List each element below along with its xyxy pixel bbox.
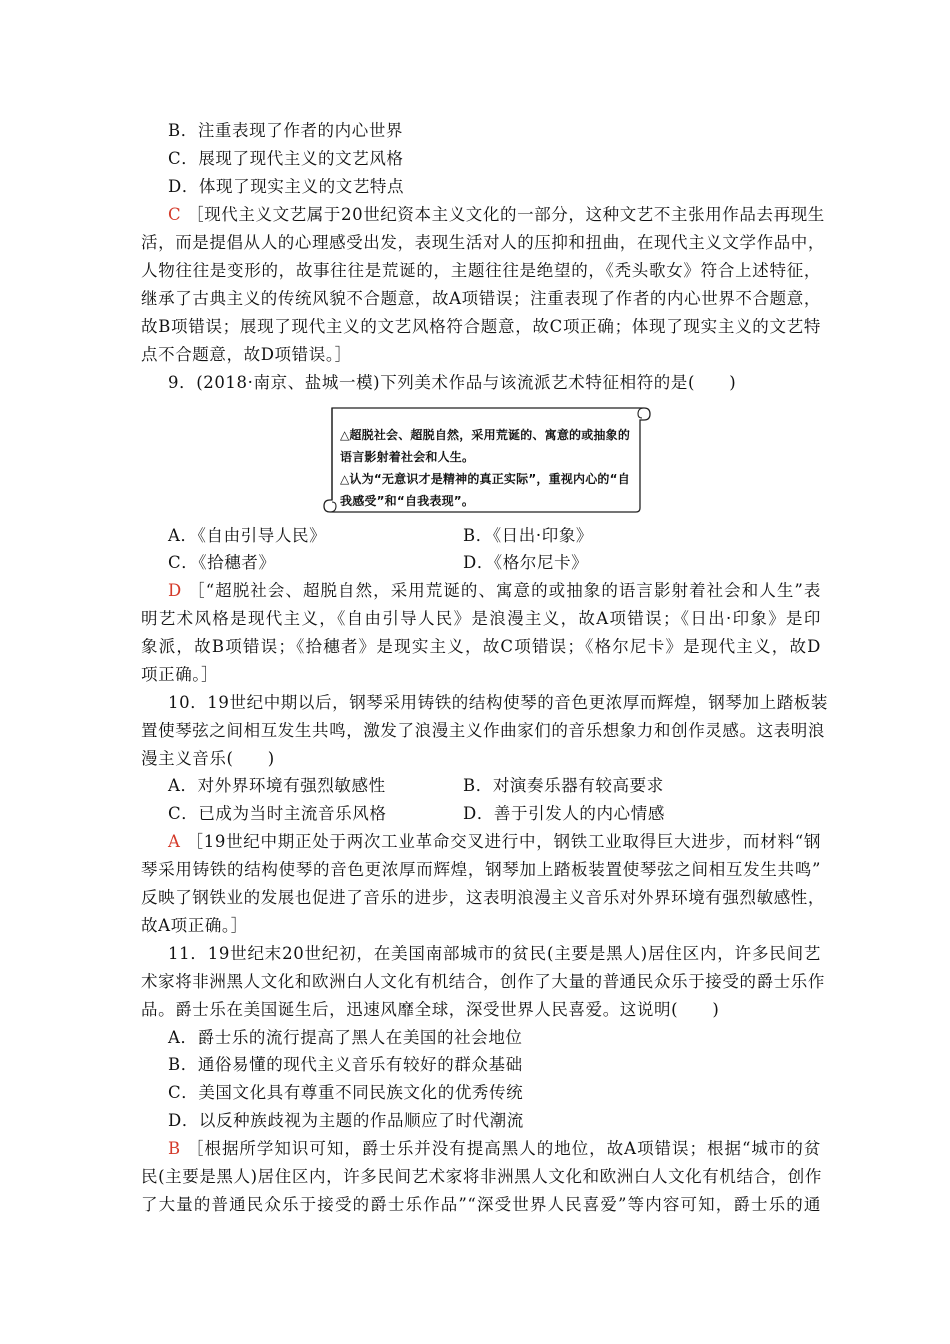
q11-explanation-line: [168, 1135, 821, 1162]
scroll-line: △认为“无意识才是精神的真正实际”，重视内心的“自: [340, 472, 630, 486]
q11-explanation-line: 了大量的普通民众乐于接受的爵士乐作品”“深受世界人民喜爱”等内容可知，爵士乐的通: [141, 1195, 821, 1214]
q11-explanation-line: 民(主要是黑人)居住区内，许多民间艺术家将非洲黑人文化和欧洲白人文化有机结合，创作: [141, 1167, 822, 1186]
q10-stem-line: 10．19世纪中期以后，钢琴采用铸铁的结构使琴的音色更浓厚而辉煌，钢琴加上踏板装: [168, 693, 828, 712]
q8-explanation-line: 人物往往是变形的，故事往往是荒诞的，主题往往是绝望的，《秃头歌女》符合上述特征，: [141, 261, 821, 280]
scroll-line: 语言影射着社会和人生。: [340, 450, 475, 464]
q8-explanation-line: 继承了古典主义的传统风貌不合题意，故A项错误；注重表现了作者的内心世界不合题意，: [141, 289, 821, 308]
q8-explanation-text: ［现代主义文艺属于20世纪资本主义文化的一部分，这种文艺不主张用作品去再现生: [187, 205, 825, 224]
q10-explanation-line: 琴采用铸铁的结构使琴的音色更浓厚而辉煌，钢琴加上踏板装置使琴弦之间相互发生共鸣”: [141, 860, 821, 879]
q11-answer-letter: B: [168, 1139, 181, 1158]
q10-explanation-text: ［19世纪中期正处于两次工业革命交叉进行中，钢铁工业取得巨大进步，而材料“钢: [186, 832, 821, 851]
q9-explanation-line: 象派，故B项错误；《拾穗者》是现实主义，故C项错误；《格尔尼卡》是现代主义，故D: [141, 637, 821, 656]
q8-answer-letter: C: [168, 205, 182, 224]
q10-explanation-line: 故A项正确。］: [141, 916, 248, 935]
q8-option-d: D．体现了现实主义的文艺特点: [168, 177, 405, 196]
q9-option-d: D．《格尔尼卡》: [463, 553, 589, 572]
q11-option-b: B．通俗易懂的现代主义音乐有较好的群众基础: [168, 1055, 523, 1074]
q8-option-b: B．注重表现了作者的内心世界: [168, 121, 404, 140]
q9-stem: 9．(2018·南京、盐城一模)下列美术作品与该流派艺术特征相符的是( ): [168, 373, 737, 392]
q8-explanation-line: 点不合题意，故D项错误。］: [141, 345, 352, 364]
q9-option-c: C．《拾穗者》: [168, 553, 276, 572]
q8-option-c: C．展现了现代主义的文艺风格: [168, 149, 404, 168]
q8-explanation-line: 故B项错误；展现了现代主义的文艺风格符合题意，故C项正确；体现了现实主义的文艺特: [141, 317, 821, 336]
q9-option-b: B．《日出·印象》: [463, 526, 594, 545]
q10-answer-letter: A: [168, 832, 181, 851]
q10-option-c: C．已成为当时主流音乐风格: [168, 804, 387, 823]
q10-option-d: D．善于引发人的内心情感: [463, 804, 665, 823]
q11-option-a: A．爵士乐的流行提高了黑人在美国的社会地位: [168, 1028, 523, 1047]
q10-stem-line: 漫主义音乐( ): [141, 749, 275, 768]
scroll-line: 我感受”和“自我表现”。: [340, 494, 475, 508]
q10-explanation-line: [168, 828, 821, 855]
q8-explanation-line: 活，而是提倡从人的心理感受出发，表现生活对人的压抑和扭曲，在现代主义文学作品中，: [141, 233, 825, 252]
q9-explanation-line: [168, 577, 821, 604]
q9-explanation-line: 项正确。］: [141, 665, 219, 684]
q9-options-row-1: [168, 522, 848, 549]
q9-explanation-line: 明艺术风格是现代主义，《自由引导人民》是浪漫主义，故A项错误；《日出·印象》是印: [141, 609, 821, 628]
q10-options-row-2: [168, 800, 848, 827]
q11-explanation-text: ［根据所学知识可知，爵士乐并没有提高黑人的地位，故A项错误；根据“城市的贫: [186, 1139, 821, 1158]
q11-option-d: D．以反种族歧视为主题的作品顺应了时代潮流: [168, 1111, 524, 1130]
q9-option-a: A．《自由引导人民》: [168, 526, 327, 545]
q9-options-row-2: [168, 549, 848, 576]
q10-explanation-line: 反映了钢铁业的发展也促进了音乐的进步，这表明浪漫主义音乐对外界环境有强烈敏感性，: [141, 888, 825, 907]
q10-options-row-1: [168, 772, 848, 799]
scroll-line: △超脱社会、超脱自然，采用荒诞的、寓意的或抽象的: [340, 428, 631, 442]
q8-explanation-line: [168, 201, 825, 228]
q10-stem-line: 置使琴弦之间相互发生共鸣，激发了浪漫主义作曲家们的音乐想象力和创作灵感。这表明浪: [141, 721, 825, 740]
q10-option-b: B．对演奏乐器有较高要求: [463, 776, 664, 795]
q9-scroll-figure: [318, 404, 654, 514]
q11-stem-line: 品。爵士乐在美国诞生后，迅速风靡全球，深受世界人民喜爱。这说明( ): [141, 1000, 720, 1019]
q9-explanation-text: ［“超脱社会、超脱自然，采用荒诞的、寓意的或抽象的语言影射着社会和人生”表: [188, 581, 821, 600]
q10-option-a: A．对外界环境有强烈敏感性: [168, 776, 386, 795]
scroll-content: [340, 424, 640, 512]
q11-stem-line: 11．19世纪末20世纪初，在美国南部城市的贫民(主要是黑人)居住区内，许多民间艺: [168, 944, 821, 963]
q9-answer-letter: D: [168, 581, 182, 600]
q11-stem-line: 术家将非洲黑人文化和欧洲白人文化有机结合，创作了大量的普通民众乐于接受的爵士乐作: [141, 972, 825, 991]
q11-option-c: C．美国文化具有尊重不同民族文化的优秀传统: [168, 1083, 524, 1102]
